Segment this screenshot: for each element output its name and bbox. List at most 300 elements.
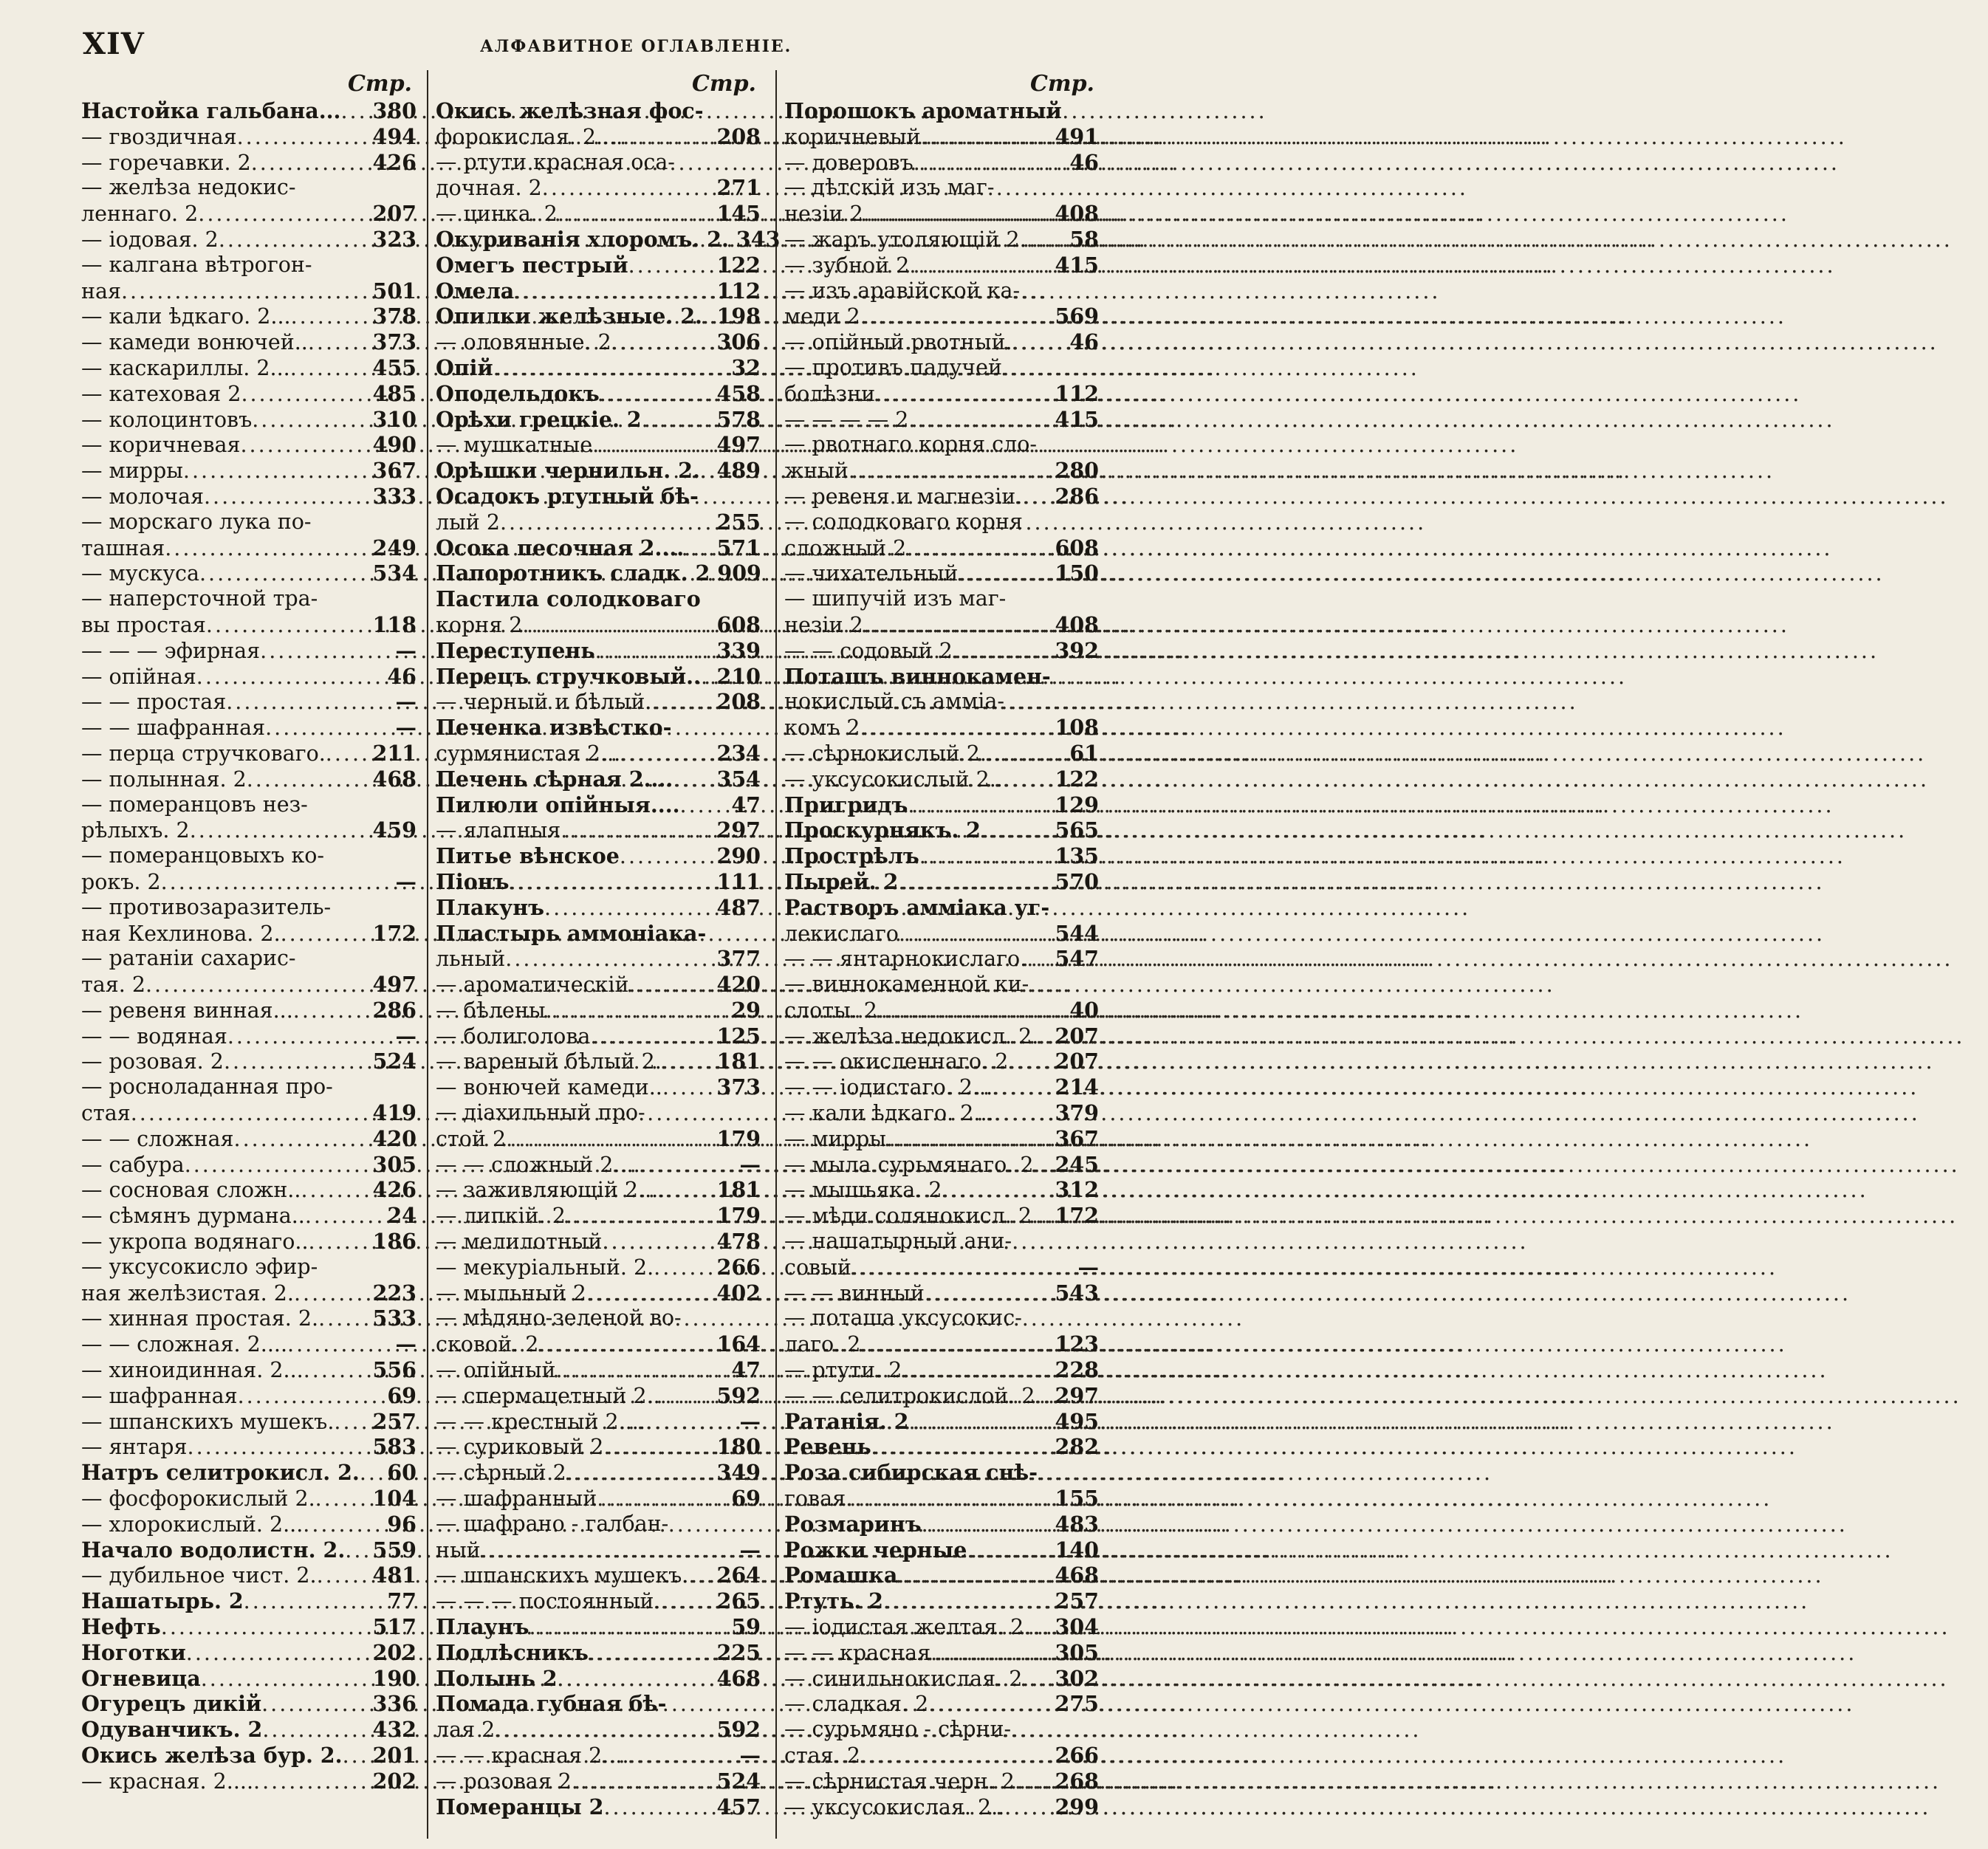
entry-title: — сѣмянъ дурмана.. (81, 1204, 305, 1229)
page-ref: 373 (716, 1074, 761, 1100)
entry-title: — солодковаго корня (784, 509, 1023, 534)
index-entry (436, 1614, 764, 1640)
leader-dots (326, 741, 370, 767)
page-ref: 608 (716, 611, 761, 637)
index-entry (436, 1666, 764, 1692)
entry-title: — уксусокисло эфир- (81, 1254, 318, 1279)
entry-title: — мускуса (81, 561, 199, 586)
leader-dots (914, 151, 1067, 176)
index-entry (784, 817, 1102, 843)
leader-dots (875, 382, 1052, 408)
leader-dots (290, 356, 370, 382)
leader-dots (317, 1563, 370, 1589)
entry-title: — зубной 2 (784, 253, 910, 278)
entry-title: — черный и бѣлый. (436, 690, 652, 715)
page-ref: 46 (1069, 329, 1099, 355)
page-ref: 559 (372, 1537, 417, 1562)
entry-title: — катеховая 2 (81, 381, 241, 406)
index-entry (784, 1152, 1102, 1178)
index-column-3 (784, 70, 1102, 1842)
index-entry (784, 1203, 1102, 1229)
index-entry (81, 484, 419, 510)
leader-dots (522, 613, 713, 639)
entry-title: вы простая (81, 612, 206, 637)
page-ref: — (395, 1331, 417, 1357)
leader-dots (340, 99, 369, 125)
index-entry (81, 1177, 419, 1203)
entry-title: — изъ аравійской ка- (784, 278, 1021, 303)
page-ref: — (395, 689, 417, 715)
leader-dots (660, 1589, 713, 1615)
page-column-header: Стр. (691, 71, 756, 97)
page-ref: 186 (372, 1229, 417, 1255)
index-entry (81, 227, 419, 253)
index-entry (81, 869, 419, 895)
index-entry (81, 972, 419, 998)
entry-title: — красная. 2.... (81, 1769, 254, 1794)
entry-title: — — простая (81, 690, 227, 715)
index-entry (81, 355, 419, 381)
leader-dots (908, 1410, 1052, 1435)
entry-title: Пилюли опійныя.... (436, 792, 680, 817)
entry-title: Печень сѣрная 2.... (436, 766, 673, 792)
page-ref: 455 (372, 354, 417, 380)
page-ref: 46 (1069, 149, 1099, 175)
index-entry (436, 1383, 764, 1409)
leader-dots (863, 613, 1052, 639)
entry-title: — хлорокислый. 2... (81, 1512, 304, 1537)
entry-title: — колоцинтовъ (81, 407, 253, 432)
index-entry (784, 1409, 1102, 1435)
page-column-header: Стр. (1029, 71, 1094, 97)
page-ref: 336 (372, 1691, 417, 1717)
page-ref: 415 (1055, 406, 1099, 432)
leader-dots (291, 304, 370, 330)
leader-dots (360, 1461, 384, 1486)
page-ref: 150 (1055, 560, 1099, 586)
index-entry (81, 432, 419, 458)
leader-dots (602, 1229, 713, 1255)
page-ref: 198 (716, 303, 761, 329)
page-ref: 180 (716, 1434, 761, 1460)
page-ref: 24 (387, 1203, 417, 1229)
index-entry (436, 355, 764, 381)
entry-title: Ревень (784, 1434, 871, 1460)
entry-title: — поташа уксусокис- (784, 1306, 1022, 1331)
index-entry (784, 1023, 1102, 1049)
leader-dots (556, 1358, 729, 1384)
entry-title: — вареный бѣлый 2. (436, 1049, 662, 1074)
entry-title: Настойка гальбана... (81, 98, 341, 123)
page-ref: — (739, 1537, 761, 1562)
index-entry (81, 1537, 419, 1563)
leader-dots (603, 1795, 713, 1821)
index-entry (436, 510, 764, 535)
index-entry (81, 407, 419, 433)
page-ref: 487 (716, 894, 761, 920)
entry-title: — мѣди солянокисл. 2 (784, 1204, 1032, 1229)
page-ref: 592 (716, 1382, 761, 1408)
entry-title: — уксусокислая. 2.. (784, 1794, 1005, 1819)
index-entry (436, 303, 764, 329)
page-ref: 111 (716, 868, 761, 894)
index-entry (436, 1562, 764, 1588)
index-entry (81, 664, 419, 690)
entry-title: — укропа водянаго.. (81, 1229, 309, 1255)
page-ref: 96 (387, 1511, 417, 1537)
index-entry (436, 1743, 764, 1769)
page-ref: 245 (1055, 1151, 1099, 1177)
index-entry (436, 1100, 764, 1126)
entry-title: Растворъ амміака уг- (784, 894, 1050, 920)
leader-dots (558, 1667, 714, 1692)
leader-dots (281, 922, 370, 947)
page-column-header: Стр. (347, 71, 412, 97)
leader-dots (645, 1410, 737, 1435)
index-entry (784, 869, 1102, 895)
index-entry (81, 612, 419, 638)
entry-title: Осока песочная 2.... (436, 535, 685, 560)
entry-title: Пастила солодковаго (436, 586, 701, 612)
index-entry (436, 921, 764, 947)
index-entry (81, 1409, 419, 1435)
page-header (0, 0, 1134, 61)
index-entry (436, 1049, 764, 1074)
entry-title: Начало водолистн. 2. (81, 1537, 346, 1562)
leader-dots (190, 818, 370, 844)
page-ref: 333 (372, 483, 417, 509)
entry-title: — ртути. 2 (784, 1358, 902, 1383)
page-ref: 310 (372, 406, 417, 432)
index-entry (436, 150, 764, 176)
entry-title: стая. 2 (784, 1743, 860, 1768)
entry-title: — нашатырный ани- (784, 1229, 1012, 1254)
page-ref: 271 (716, 175, 761, 201)
leader-dots (303, 1512, 384, 1538)
index-entry (81, 1100, 419, 1126)
index-entry (81, 1486, 419, 1512)
index-entry (436, 1126, 764, 1152)
index-entry (784, 484, 1102, 510)
page-ref: 210 (716, 663, 761, 689)
page-ref: 225 (716, 1639, 761, 1665)
index-entry (436, 535, 764, 561)
index-entry (436, 1691, 764, 1717)
entry-title: Омегъ пестрый (436, 252, 628, 278)
page-ref: 112 (1055, 380, 1099, 406)
entry-title: ташная (81, 535, 165, 560)
leader-dots (131, 1101, 370, 1127)
index-entry (81, 638, 419, 664)
entry-title: Орѣшки чернильн. 2. (436, 458, 700, 484)
entry-title: — шафранная (81, 1383, 238, 1408)
leader-dots (206, 613, 370, 639)
index-entry (784, 381, 1102, 407)
page-ref: 415 (1055, 252, 1099, 278)
entry-title: Папоротникъ сладк. 2 (436, 560, 710, 586)
index-entry (436, 895, 764, 921)
leader-dots (293, 998, 370, 1024)
leader-dots (538, 1332, 713, 1358)
leader-dots (994, 1101, 1052, 1127)
page-title: АЛФАВИТНОЕ ОГЛАВЛЕНІЕ. (480, 37, 792, 56)
leader-dots (514, 279, 713, 305)
index-entry (784, 1434, 1102, 1460)
page-ref: 367 (1055, 1125, 1099, 1151)
page-ref: 286 (1055, 483, 1099, 509)
page-ref: 223 (372, 1280, 417, 1306)
entry-title: — сосновая сложн.. (81, 1178, 301, 1203)
leader-dots (198, 202, 369, 227)
leader-dots (260, 639, 392, 665)
leader-dots (883, 1589, 1052, 1615)
entry-title: жный (784, 459, 849, 484)
index-entry (784, 998, 1102, 1023)
index-entry (784, 1255, 1102, 1280)
page-ref: 69 (731, 1486, 761, 1512)
entry-title: — молочая (81, 484, 204, 509)
entry-title: — дубильное чист. 2. (81, 1563, 317, 1588)
page-ref: 343 (736, 226, 781, 252)
entry-title: ный (436, 1537, 481, 1562)
leader-dots (1015, 1769, 1052, 1795)
index-entry (784, 1280, 1102, 1306)
leader-dots (1008, 1049, 1052, 1075)
page-ref: 297 (716, 817, 761, 843)
index-entry (81, 1383, 419, 1409)
page-ref: 547 (1055, 946, 1099, 972)
leader-dots (925, 1281, 1052, 1307)
page-ref: 145 (716, 201, 761, 227)
leader-dots (241, 382, 369, 408)
page-ref: 264 (716, 1562, 761, 1588)
index-entry (436, 664, 764, 690)
page-ref: 489 (716, 458, 761, 484)
page-ref: 122 (1055, 766, 1099, 792)
entry-title: — ялапныя (436, 818, 561, 843)
entry-title: — діахильный про- (436, 1100, 645, 1125)
index-entry (784, 1074, 1102, 1100)
page-ref: 419 (372, 1100, 417, 1126)
index-entry (436, 766, 764, 792)
index-entry (784, 741, 1102, 766)
page-ref: 214 (1055, 1074, 1099, 1100)
entry-title: — суриковый 2 (436, 1435, 604, 1460)
index-entry (784, 972, 1102, 998)
index-entry (436, 1640, 764, 1666)
page-ref: 408 (1055, 611, 1099, 637)
index-entry (436, 201, 764, 227)
index-entry (81, 1769, 419, 1794)
leader-dots (860, 304, 1052, 330)
page-ref: 490 (372, 432, 417, 458)
page-ref: 339 (716, 637, 761, 663)
leader-dots (199, 561, 370, 587)
entry-title: — шпанскихъ мушекъ. (436, 1563, 689, 1588)
page-ref: 556 (372, 1357, 417, 1383)
leader-dots (654, 1255, 713, 1281)
entry-title: Огурецъ дикій (81, 1691, 262, 1717)
entry-title: — розовая 2 (436, 1769, 572, 1794)
entry-title: сурмянистая 2... (436, 741, 621, 766)
page-ref: 77 (387, 1588, 417, 1614)
entry-title: — виннокаменной ки- (784, 972, 1029, 997)
entry-title: — жаръ утоляющій 2. (784, 227, 1026, 252)
leader-dots (1026, 947, 1052, 972)
leader-dots (287, 1332, 392, 1358)
index-entry (81, 1743, 419, 1769)
leader-dots (224, 1049, 370, 1075)
leader-dots (921, 125, 1052, 151)
leader-dots (247, 767, 370, 793)
leader-dots (261, 1692, 369, 1718)
entry-title: Прострѣлъ (784, 843, 919, 869)
entry-title: — цинка. 2 (436, 202, 558, 227)
page-ref: 458 (716, 380, 761, 406)
leader-dots (308, 330, 370, 356)
entry-title: — дѣтскій изъ маг- (784, 175, 995, 200)
page-ref: 608 (1055, 535, 1099, 560)
index-entry (436, 1717, 764, 1743)
page-ref: 69 (387, 1382, 417, 1408)
entry-title: — — винный (784, 1280, 925, 1306)
entry-title: Нашатырь. 2 (81, 1588, 244, 1614)
leader-dots (227, 1024, 393, 1050)
page-ref: 517 (372, 1614, 417, 1640)
leader-dots (238, 1384, 385, 1410)
entry-title: — морскаго лука по- (81, 509, 312, 534)
entry-title: Перецъ стручковый.. (436, 663, 701, 689)
index-entry (784, 432, 1102, 458)
index-entry (784, 792, 1102, 818)
leader-dots (542, 176, 714, 202)
index-entry (81, 1049, 419, 1074)
entry-title: — доверовъ (784, 150, 914, 175)
page-ref: 306 (716, 329, 761, 355)
page-ref: — (395, 715, 417, 741)
index-entry (784, 1691, 1102, 1717)
entry-title: — — селитрокислой. 2 (784, 1383, 1035, 1408)
index-entry (81, 1229, 419, 1255)
leader-dots (145, 972, 370, 998)
entry-title: — уксусокислый 2.. (784, 766, 1003, 792)
leader-dots (928, 1692, 1052, 1718)
entry-title: нокислый съ амміа- (784, 689, 1004, 714)
entry-title: — ароматическій (436, 972, 629, 998)
index-entry (436, 1203, 764, 1229)
page-ref: 426 (372, 149, 417, 175)
page-ref: 524 (372, 1049, 417, 1074)
index-entry (784, 1640, 1102, 1666)
leader-dots (684, 536, 713, 562)
leader-dots (628, 253, 714, 279)
entry-title: лаго. 2 (784, 1332, 861, 1357)
leader-dots (930, 1641, 1052, 1667)
page-ref: 275 (1055, 1691, 1099, 1717)
index-entry (81, 1023, 419, 1049)
entry-title: — перца стручковаго. (81, 741, 326, 766)
entry-title: Омела (436, 278, 515, 303)
entry-title: — іодовая. 2 (81, 227, 219, 252)
leader-dots (629, 1743, 737, 1769)
page-ref: 58 (1069, 226, 1099, 252)
leader-dots (860, 1743, 1052, 1769)
index-entry (436, 381, 764, 407)
page-ref: 257 (372, 1408, 417, 1434)
entry-title: — синильнокислая. 2 (784, 1666, 1023, 1691)
index-entry (784, 664, 1102, 690)
leader-dots (566, 1204, 714, 1229)
leader-dots (196, 665, 385, 690)
entry-title: — шпанскихъ мушекъ. (81, 1409, 335, 1434)
page-ref: — (739, 1408, 761, 1434)
index-entry (436, 612, 764, 638)
entry-title: Окуриванія хлоромъ. 2. (436, 226, 729, 252)
entry-title: — сѣрнокислый 2... (784, 741, 1001, 766)
page-ref: 60 (387, 1460, 417, 1486)
leader-dots (877, 998, 1066, 1024)
index-entry (436, 638, 764, 664)
leader-dots (906, 536, 1052, 562)
leader-dots (237, 125, 370, 151)
page-ref: 47 (731, 792, 761, 817)
index-entry (81, 998, 419, 1023)
page-ref: — (395, 637, 417, 663)
entry-title: Помада губная бѣ- (436, 1691, 667, 1717)
entry-title: — заживляющій 2.... (436, 1178, 665, 1203)
index-entry (784, 1357, 1102, 1383)
entry-title: Окись желѣза бур. 2. (81, 1743, 343, 1768)
entry-title: Одуванчикъ. 2 (81, 1717, 263, 1743)
leader-dots (572, 1769, 714, 1795)
leader-dots (860, 1332, 1052, 1358)
entry-title: — фосфорокислый 2. (81, 1486, 315, 1512)
index-entry (436, 1769, 764, 1794)
page-ref: 46 (387, 663, 417, 689)
entry-title: — сабура (81, 1152, 185, 1177)
page-ref: 408 (1055, 201, 1099, 227)
entry-title: ная желѣзистая. 2. (81, 1280, 294, 1306)
page-ref: 207 (1055, 1023, 1099, 1049)
index-entry (81, 535, 419, 561)
entry-title: Пырей. 2 (784, 868, 899, 894)
leader-dots (204, 484, 370, 510)
entry-title: форокислая. 2.... (436, 124, 623, 149)
page-ref: 249 (372, 535, 417, 560)
page-ref: 202 (372, 1768, 417, 1794)
index-entry (436, 1794, 764, 1820)
entry-title: ная Кехлинова. 2. (81, 921, 281, 946)
index-entry (784, 1460, 1102, 1486)
page-ref: 565 (1055, 817, 1099, 843)
page-ref: 164 (716, 1331, 761, 1357)
leader-dots (849, 459, 1052, 484)
entry-title: ная (81, 278, 121, 303)
leader-dots (600, 382, 714, 408)
page-ref: 583 (372, 1434, 417, 1460)
index-entry (436, 1537, 764, 1563)
entry-title: Померанцы 2 (436, 1794, 604, 1819)
page-ref: 297 (1055, 1382, 1099, 1408)
index-entry (436, 1357, 764, 1383)
page-ref: 266 (1055, 1743, 1099, 1768)
entry-title: — сурьмяно - сѣрни- (784, 1717, 1012, 1742)
leader-dots (1004, 1795, 1052, 1821)
entry-title: — мѣдяно-зеленой во- (436, 1306, 682, 1331)
index-entry (436, 1486, 764, 1512)
entry-title: Плаунъ (436, 1614, 529, 1640)
leader-dots (902, 1358, 1052, 1384)
